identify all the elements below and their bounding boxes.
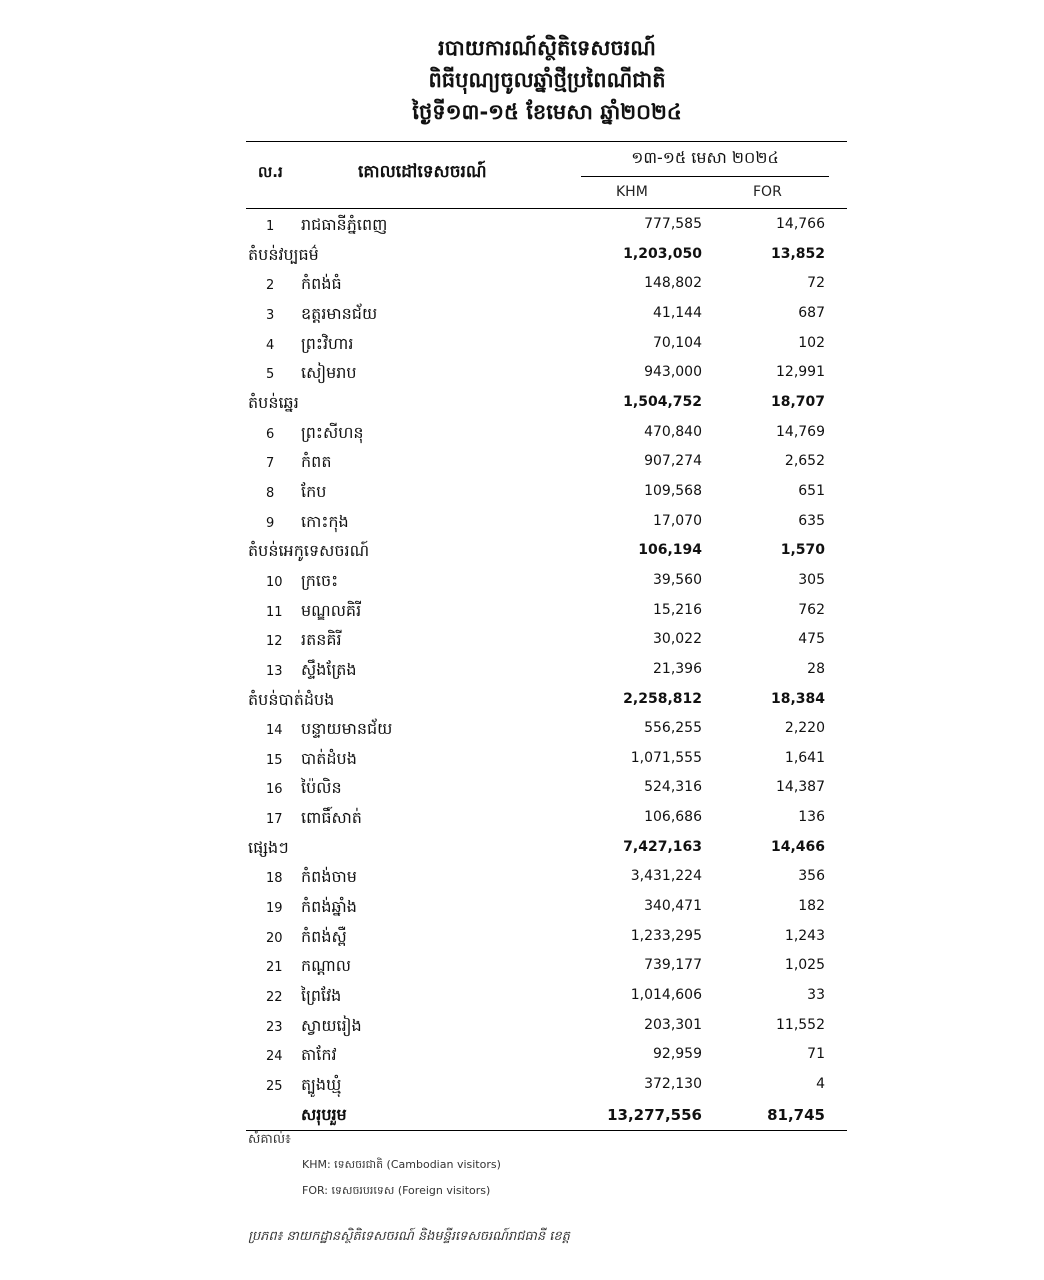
row-for-value: 14,769 xyxy=(776,423,825,440)
row-number: 4 xyxy=(266,337,275,353)
row-destination: សរុបរួម xyxy=(301,1104,347,1124)
row-number: 24 xyxy=(266,1049,283,1065)
row-for-value: 71 xyxy=(807,1046,825,1063)
table-row xyxy=(246,567,847,597)
row-destination: តំបន់វប្បធម៌ xyxy=(248,244,319,264)
row-khm-value: 106,194 xyxy=(638,542,702,559)
row-for-value: 305 xyxy=(798,571,825,588)
table-row xyxy=(246,597,847,627)
row-khm-value: 739,177 xyxy=(644,957,702,974)
row-destination: បន្ទាយមានជ័យ xyxy=(301,719,393,739)
row-khm-value: 15,216 xyxy=(653,601,702,618)
row-destination: ពោធិ៍សាត់ xyxy=(301,808,362,828)
row-destination: ក្រចេះ xyxy=(301,570,339,590)
row-for-value: 14,387 xyxy=(776,779,825,796)
row-khm-value: 39,560 xyxy=(653,571,702,588)
row-for-value: 1,243 xyxy=(784,927,825,944)
row-destination: បាត់ដំបង xyxy=(301,748,357,768)
row-number: 25 xyxy=(266,1079,283,1095)
row-destination: តំបន់ឆ្នេរ xyxy=(248,392,299,412)
table-row xyxy=(246,300,847,330)
table-row xyxy=(246,863,847,893)
row-khm-value: 340,471 xyxy=(644,898,702,915)
row-for-value: 13,852 xyxy=(770,245,825,262)
row-khm-value: 21,396 xyxy=(653,660,702,677)
row-for-value: 762 xyxy=(798,601,825,618)
table-row xyxy=(246,982,847,1012)
row-for-value: 2,652 xyxy=(784,453,825,470)
row-number: 15 xyxy=(266,752,283,768)
table-row xyxy=(246,448,847,478)
row-number: 7 xyxy=(266,456,275,472)
table-row xyxy=(246,774,847,804)
row-khm-value: 1,071,555 xyxy=(630,749,702,766)
row-for-value: 14,466 xyxy=(770,838,825,855)
row-destination: ព្រះសីហនុ xyxy=(301,422,364,442)
table-bottom-rule xyxy=(246,1130,847,1131)
row-khm-value: 30,022 xyxy=(653,631,702,648)
row-number: 14 xyxy=(266,723,283,739)
row-destination: ស្វាយរៀង xyxy=(301,1015,362,1035)
row-number: 16 xyxy=(266,782,283,798)
row-khm-value: 2,258,812 xyxy=(623,690,702,707)
row-destination: កោះកុង xyxy=(301,511,349,531)
header-bottom-rule xyxy=(246,208,847,209)
row-khm-value: 1,203,050 xyxy=(623,245,702,262)
row-khm-value: 907,274 xyxy=(644,453,702,470)
row-destination: កំពង់ធំ xyxy=(301,274,342,294)
row-for-value: 18,384 xyxy=(770,690,825,707)
row-for-value: 18,707 xyxy=(770,393,825,410)
notes-label: សំគាល់៖ xyxy=(248,1132,291,1147)
row-khm-value: 17,070 xyxy=(653,512,702,529)
row-khm-value: 13,277,556 xyxy=(607,1105,702,1124)
header-khm: KHM xyxy=(616,184,648,200)
row-for-value: 1,570 xyxy=(780,542,825,559)
row-khm-value: 203,301 xyxy=(644,1016,702,1033)
row-number: 12 xyxy=(266,634,283,650)
row-for-value: 136 xyxy=(798,809,825,826)
table-row xyxy=(246,1012,847,1042)
row-for-value: 635 xyxy=(798,512,825,529)
header-number: ល.រ xyxy=(258,163,283,181)
row-for-value: 182 xyxy=(798,898,825,915)
note-for: FOR: ទេសចរបរទេស (Foreign visitors) xyxy=(302,1184,491,1197)
row-for-value: 14,766 xyxy=(776,216,825,232)
row-khm-value: 1,014,606 xyxy=(630,987,702,1004)
row-for-value: 2,220 xyxy=(784,720,825,737)
table-row xyxy=(246,1071,847,1101)
table-row xyxy=(246,1041,847,1071)
region-row xyxy=(246,241,847,271)
row-number: 5 xyxy=(266,367,275,383)
row-destination: ស្ទឹងត្រែង xyxy=(301,659,357,679)
row-destination: កំពត xyxy=(301,452,332,472)
table-row xyxy=(246,270,847,300)
row-khm-value: 556,255 xyxy=(644,720,702,737)
row-destination: តំបន់អេកូទេសចរណ៍ xyxy=(248,541,370,561)
row-for-value: 72 xyxy=(807,275,825,292)
row-number: 20 xyxy=(266,930,283,946)
title-line-3: ថ្ងៃទី១៣-១៥ ខែមេសា ឆ្នាំ២០២៤ xyxy=(412,100,682,124)
row-destination: សៀមរាប xyxy=(301,363,357,383)
row-khm-value: 1,233,295 xyxy=(630,927,702,944)
row-number: 10 xyxy=(266,574,283,590)
row-khm-value: 524,316 xyxy=(644,779,702,796)
row-khm-value: 777,585 xyxy=(644,216,702,232)
table-row xyxy=(246,478,847,508)
row-destination: តំបន់បាត់ដំបង xyxy=(248,689,335,709)
row-number: 2 xyxy=(266,278,275,294)
row-khm-value: 943,000 xyxy=(644,364,702,381)
table-row xyxy=(246,952,847,982)
row-destination: ព្រៃវែង xyxy=(301,986,342,1006)
header-period: ១៣-១៥ មេសា ២០២៤ xyxy=(631,148,779,167)
row-khm-value: 148,802 xyxy=(644,275,702,292)
row-destination: ត្បូងឃ្មុំ xyxy=(301,1075,342,1095)
row-number: 19 xyxy=(266,901,283,917)
row-destination: កំពង់ចាម xyxy=(301,867,357,887)
row-khm-value: 92,959 xyxy=(653,1046,702,1063)
table-row xyxy=(246,656,847,686)
row-khm-value: 1,504,752 xyxy=(623,393,702,410)
row-number: 21 xyxy=(266,960,283,976)
row-khm-value: 106,686 xyxy=(644,809,702,826)
table-row xyxy=(246,626,847,656)
row-khm-value: 41,144 xyxy=(653,304,702,321)
row-destination: រតនគិរី xyxy=(301,630,342,650)
row-destination: ព្រះវិហារ xyxy=(301,333,354,353)
row-number: 9 xyxy=(266,515,275,531)
table-row xyxy=(246,745,847,775)
row-for-value: 4 xyxy=(816,1076,825,1093)
row-for-value: 11,552 xyxy=(776,1016,825,1033)
table-row xyxy=(246,330,847,360)
report-title xyxy=(0,32,1044,128)
table-top-rule xyxy=(246,141,847,142)
row-number: 18 xyxy=(266,871,283,887)
row-for-value: 651 xyxy=(798,482,825,499)
table-row xyxy=(246,923,847,953)
row-number: 11 xyxy=(266,604,283,620)
title-line-2: ពិធីបុណ្យចូលឆ្នាំថ្មីប្រពៃណីជាតិ xyxy=(428,68,666,92)
row-for-value: 28 xyxy=(807,660,825,677)
row-number: 23 xyxy=(266,1019,283,1035)
row-destination: កែប xyxy=(301,481,327,501)
table-row xyxy=(246,715,847,745)
row-destination: កណ្ដាល xyxy=(301,956,351,976)
table-row xyxy=(246,211,847,241)
row-number: 8 xyxy=(266,485,275,501)
region-row xyxy=(246,537,847,567)
table-row xyxy=(246,893,847,923)
row-for-value: 687 xyxy=(798,304,825,321)
header-destination: គោលដៅទេសចរណ៍ xyxy=(358,162,487,182)
note-khm: KHM: ទេសចរជាតិ (Cambodian visitors) xyxy=(302,1158,501,1171)
row-khm-value: 109,568 xyxy=(644,482,702,499)
row-destination: កំពង់ឆ្នាំង xyxy=(301,897,357,917)
row-number: 3 xyxy=(266,307,275,323)
source-note: ប្រភព៖ នាយកដ្ឋានស្ថិតិទេសចរណ៍ និងមន្ទីរទេសចរណ៍រាជធានី ខេត្ត xyxy=(248,1229,570,1244)
row-for-value: 1,025 xyxy=(784,957,825,974)
row-number: 6 xyxy=(266,426,275,442)
table-row xyxy=(246,804,847,834)
row-khm-value: 70,104 xyxy=(653,334,702,351)
row-for-value: 102 xyxy=(798,334,825,351)
row-destination: តាកែវ xyxy=(301,1045,337,1065)
table-row xyxy=(246,508,847,538)
row-number: 22 xyxy=(266,990,283,1006)
header-period-rule xyxy=(581,176,829,177)
title-line-1: របាយការណ៍ស្ថិតិទេសចរណ៍ xyxy=(438,36,656,60)
row-khm-value: 3,431,224 xyxy=(630,868,702,885)
row-destination: មណ្ឌលគិរី xyxy=(301,600,362,620)
row-khm-value: 470,840 xyxy=(644,423,702,440)
table-body xyxy=(246,211,847,1130)
header-for: FOR xyxy=(753,184,782,200)
region-row xyxy=(246,686,847,716)
region-row xyxy=(246,834,847,864)
row-khm-value: 7,427,163 xyxy=(623,838,702,855)
row-number: 1 xyxy=(266,219,275,234)
row-for-value: 33 xyxy=(807,987,825,1004)
row-for-value: 475 xyxy=(798,631,825,648)
row-destination: កំពង់ស្ពឺ xyxy=(301,926,347,946)
row-for-value: 1,641 xyxy=(784,749,825,766)
total-row xyxy=(246,1101,847,1131)
row-destination: ឧត្តរមានជ័យ xyxy=(301,303,378,323)
row-destination: ផ្សេងៗ xyxy=(248,837,289,857)
row-number: 17 xyxy=(266,812,283,828)
row-number: 13 xyxy=(266,663,283,679)
row-destination: ប៉ៃលិន xyxy=(301,778,342,798)
table-row xyxy=(246,419,847,449)
row-destination: រាជធានីភ្នំពេញ xyxy=(301,215,388,234)
region-row xyxy=(246,389,847,419)
row-khm-value: 372,130 xyxy=(644,1076,702,1093)
row-for-value: 356 xyxy=(798,868,825,885)
table-row xyxy=(246,359,847,389)
row-for-value: 12,991 xyxy=(776,364,825,381)
row-for-value: 81,745 xyxy=(767,1105,825,1124)
